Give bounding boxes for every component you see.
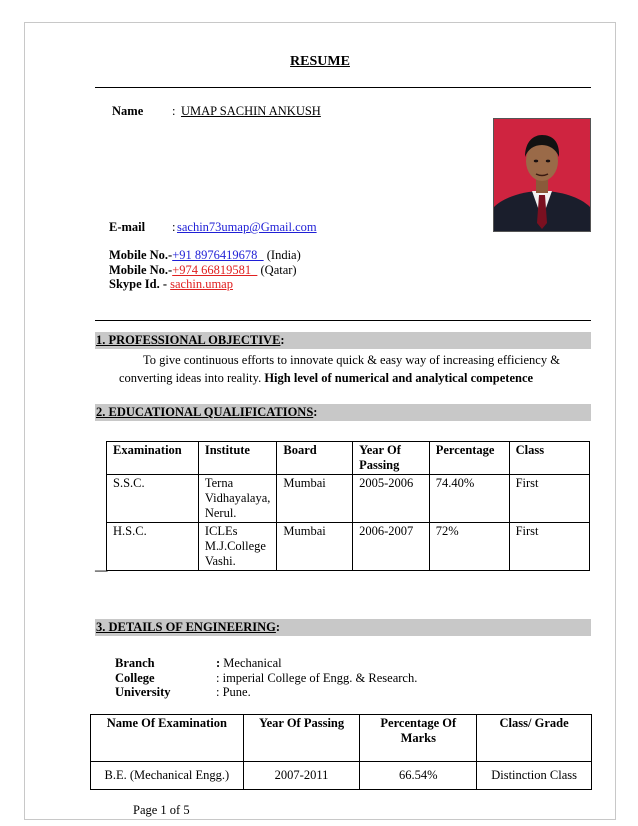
column-header: Percentage Of Marks	[360, 715, 477, 762]
table-cell: 74.40%	[429, 475, 509, 523]
column-header: Class/ Grade	[477, 715, 592, 762]
mobile-india-country: (India)	[263, 248, 301, 262]
table-cell: 2006-2007	[353, 523, 430, 571]
skype-link[interactable]: sachin.umap	[170, 277, 233, 291]
column-header: Percentage	[429, 442, 509, 475]
education-table	[106, 441, 590, 571]
name-value: UMAP SACHIN ANKUSH	[181, 104, 321, 118]
objective-heading: 1. PROFESSIONAL OBJECTIVE	[96, 333, 281, 347]
mobile-qatar-country: (Qatar)	[257, 263, 297, 277]
mobile-india-row	[109, 248, 301, 263]
table-cell: B.E. (Mechanical Engg.)	[91, 762, 244, 790]
column-header: Name Of Examination	[91, 715, 244, 762]
university-label: University	[115, 685, 171, 699]
table-row	[107, 475, 590, 523]
table-cell: 2007-2011	[243, 762, 360, 790]
table-cell: H.S.C.	[107, 523, 199, 571]
table-cell: Distinction Class	[477, 762, 592, 790]
column-header: Class	[509, 442, 589, 475]
column-header: Institute	[198, 442, 277, 475]
mobile-qatar-row	[109, 263, 297, 278]
mobile-india-link[interactable]: +91 8976419678	[172, 248, 264, 262]
profile-photo-image	[494, 119, 590, 231]
engineering-table-header	[91, 715, 592, 762]
column-header: Year Of Passing	[243, 715, 360, 762]
table-cell: 2005-2006	[353, 475, 430, 523]
name-label: Name	[112, 104, 144, 118]
mobile-qatar-link[interactable]: +974 66819581	[172, 263, 258, 277]
title-divider	[95, 87, 591, 88]
table-row	[107, 523, 590, 571]
profile-photo	[493, 118, 591, 232]
skype-label: Skype Id. -	[109, 277, 171, 291]
page-number: Page 1 of 5	[133, 803, 190, 817]
name-separator: :	[172, 104, 176, 118]
college-label: College	[115, 671, 155, 685]
skype-row	[109, 277, 233, 292]
table-cell: Terna Vidhayalaya, Nerul.	[198, 475, 277, 523]
separator-dash: —	[95, 563, 108, 577]
email-separator: :	[172, 220, 176, 234]
engineering-heading: 3. DETAILS OF ENGINEERING	[96, 620, 276, 634]
mobile-qatar-label: Mobile No.-	[109, 263, 173, 277]
mobile-india-label: Mobile No.-	[109, 248, 173, 262]
table-cell: First	[509, 475, 589, 523]
table-row	[91, 762, 592, 790]
education-heading: 2. EDUCATIONAL QUALIFICATIONS	[96, 405, 314, 419]
objective-line-2	[119, 371, 533, 386]
objective-line-2-plain: converting ideas into reality.	[119, 371, 265, 385]
column-header: Examination	[107, 442, 199, 475]
university-value: : Pune.	[216, 685, 251, 699]
resume-page	[24, 22, 616, 820]
column-header: Board	[277, 442, 353, 475]
objective-line-2-bold: High level of numerical and analytical competence	[264, 371, 534, 385]
table-cell: Mumbai	[277, 475, 353, 523]
education-table-header	[107, 442, 590, 475]
table-cell: 66.54%	[360, 762, 477, 790]
contact-divider	[95, 320, 591, 321]
table-cell: 72%	[429, 523, 509, 571]
email-label: E-mail	[109, 220, 146, 234]
objective-section-bar: 1. PROFESSIONAL OBJECTIVE:	[95, 332, 591, 349]
branch-value: : Mechanical	[216, 656, 282, 670]
table-cell: S.S.C.	[107, 475, 199, 523]
college-value: : imperial College of Engg. & Research.	[216, 671, 418, 685]
engineering-table	[90, 714, 592, 790]
table-cell: Mumbai	[277, 523, 353, 571]
education-section-bar: 2. EDUCATIONAL QUALIFICATIONS:	[95, 404, 591, 421]
objective-line-1: To give continuous efforts to innovate quick & easy way of increasing efficiency &	[143, 353, 560, 367]
column-header: Year Of Passing	[353, 442, 430, 475]
page-title: RESUME	[290, 54, 350, 69]
email-link[interactable]: sachin73umap@Gmail.com	[177, 220, 317, 234]
table-cell: First	[509, 523, 589, 571]
table-cell: ICLEs M.J.College Vashi.	[198, 523, 277, 571]
engineering-section-bar: 3. DETAILS OF ENGINEERING:	[95, 619, 591, 636]
branch-label: Branch	[115, 656, 155, 670]
